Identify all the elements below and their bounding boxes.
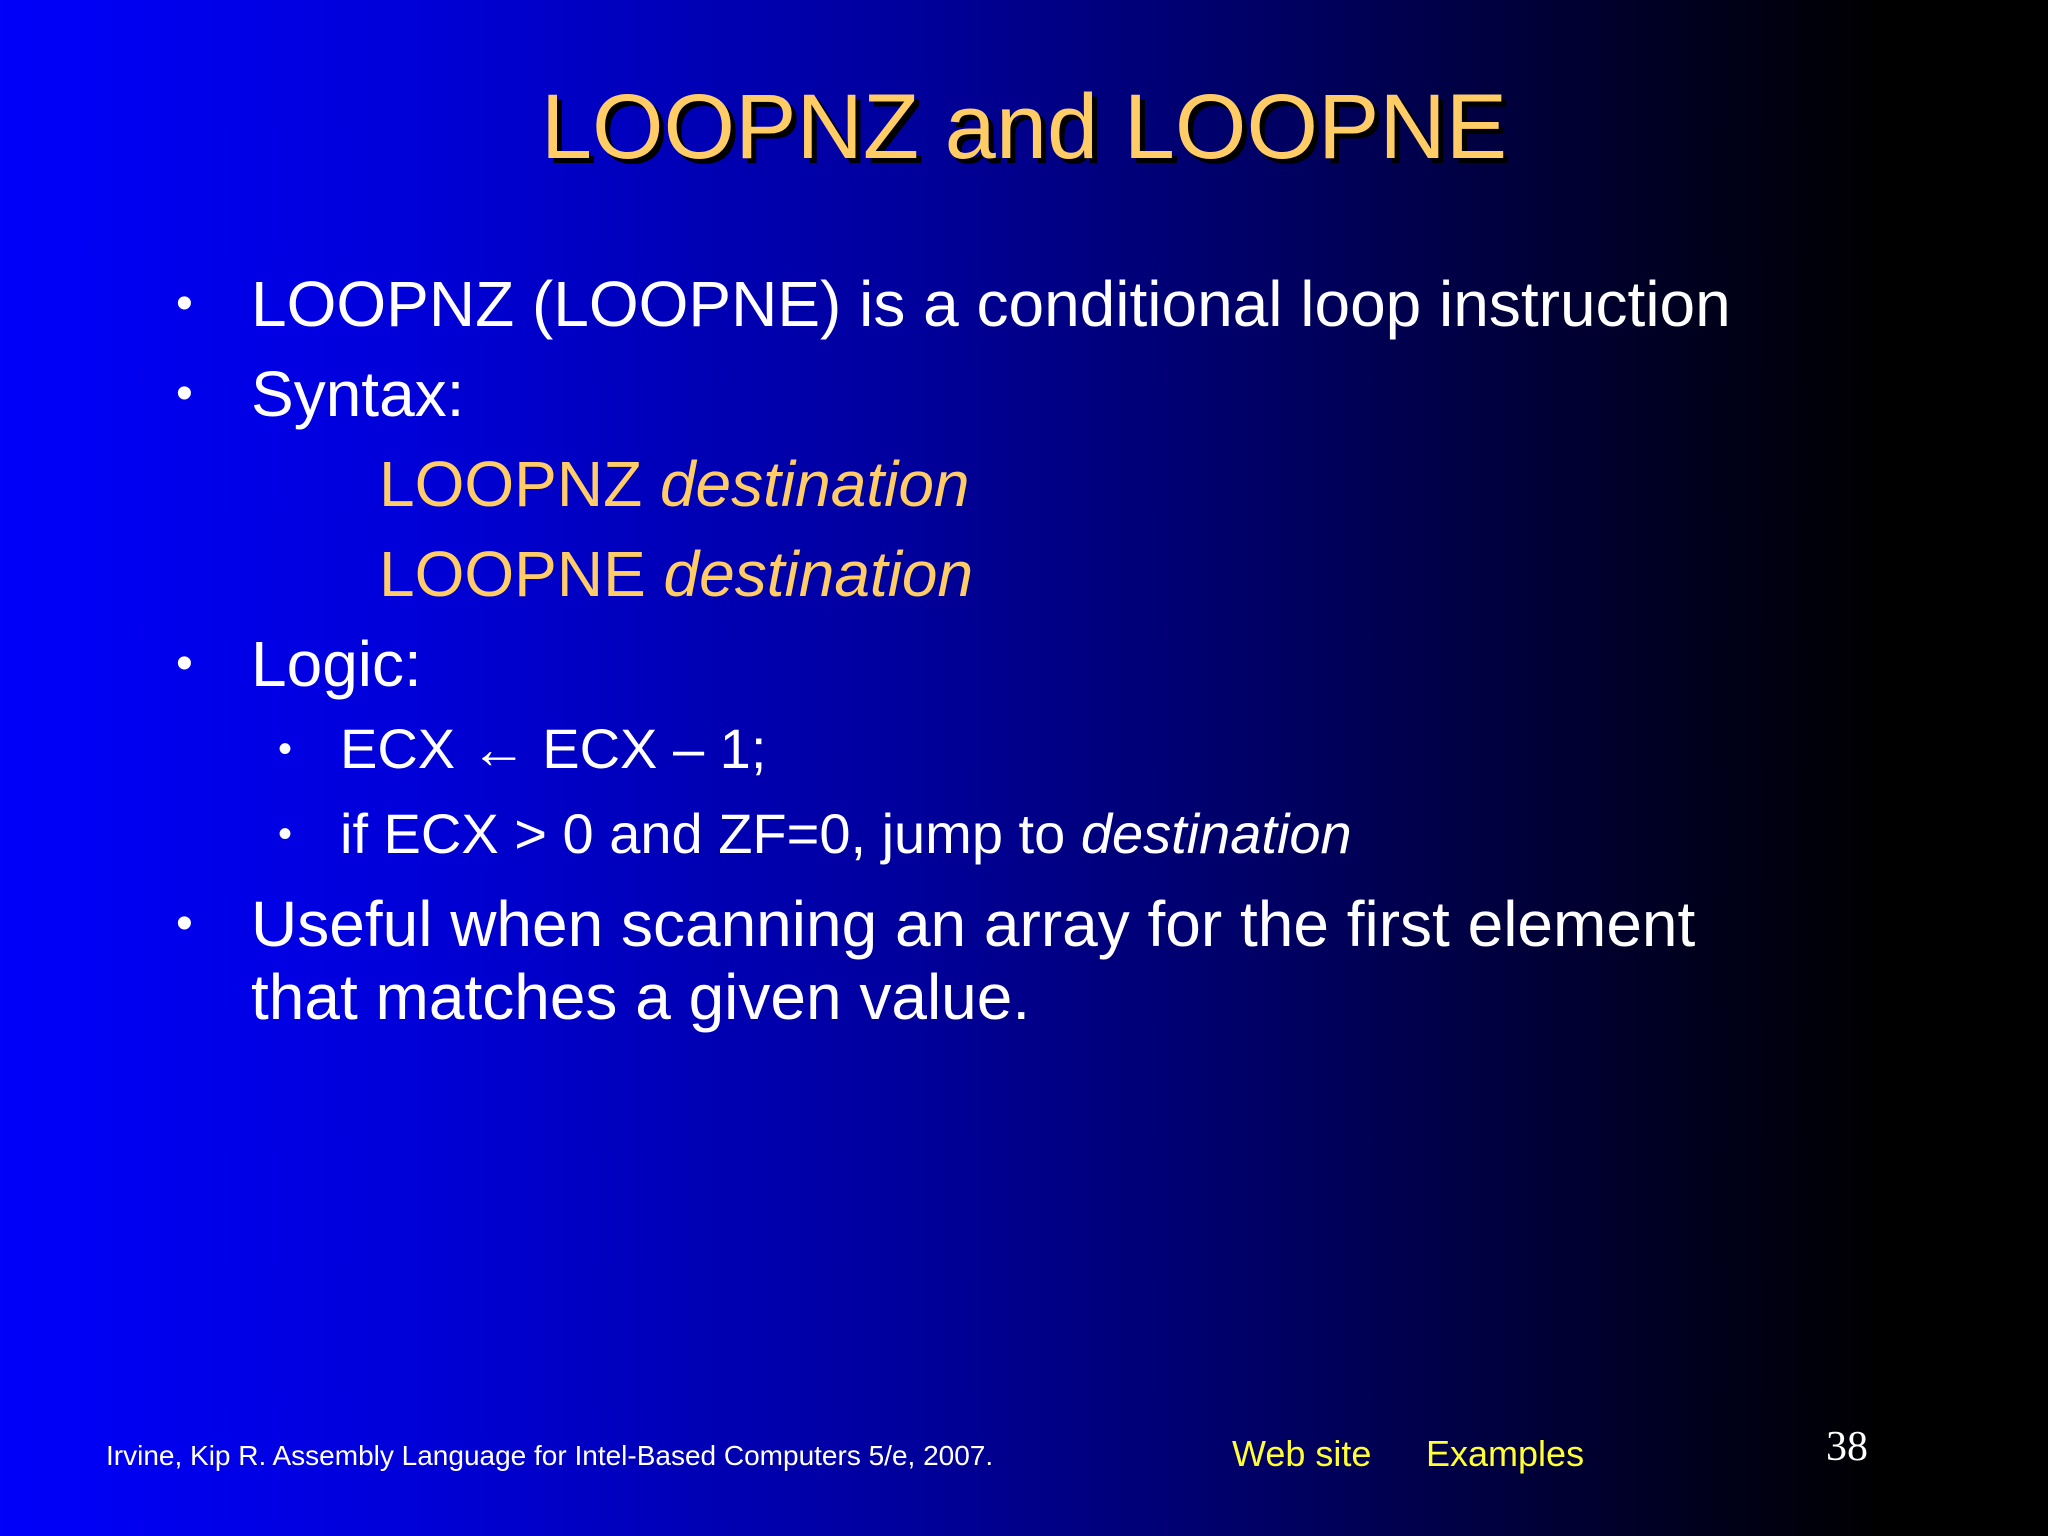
page-number: 38 bbox=[1826, 1424, 1868, 1470]
bullet-logic: Logic: bbox=[251, 628, 422, 700]
logic-jump-condition bbox=[340, 799, 1352, 869]
bullet-conditional-loop: LOOPNZ (LOOPNE) is a conditional loop instruction bbox=[251, 268, 1731, 340]
bullet-glyph: • bbox=[176, 897, 193, 950]
bullet-glyph: • bbox=[176, 277, 193, 330]
logic-decrement-ecx: ECX ← ECX – 1; bbox=[340, 717, 767, 780]
footer-citation: Irvine, Kip R. Assembly Language for Intel-Based Computers 5/e, 2007. bbox=[106, 1440, 994, 1471]
sub-bullet-glyph: • bbox=[278, 812, 293, 856]
syntax-loopnz bbox=[379, 444, 970, 524]
examples-link[interactable]: Examples bbox=[1426, 1433, 1585, 1474]
web-site-link[interactable]: Web site bbox=[1232, 1433, 1372, 1474]
syntax-loopne-arg: destination bbox=[663, 538, 974, 610]
slide-title: LOOPNZ and LOOPNE bbox=[540, 76, 1508, 178]
logic-jump-text: if ECX > 0 and ZF=0, jump to bbox=[340, 802, 1066, 865]
logic-jump-destination: destination bbox=[1080, 802, 1352, 865]
bullet-useful-line1: Useful when scanning an array for the first element bbox=[251, 888, 1696, 960]
bullet-syntax: Syntax: bbox=[251, 358, 465, 430]
bullet-glyph: • bbox=[176, 367, 193, 420]
bullet-useful-line2: that matches a given value. bbox=[251, 961, 1031, 1033]
sub-bullet-glyph: • bbox=[278, 727, 293, 771]
bullet-glyph: • bbox=[176, 637, 193, 690]
syntax-loopnz-op: LOOPNZ bbox=[379, 448, 643, 520]
syntax-loopne-op: LOOPNE bbox=[379, 538, 646, 610]
syntax-loopnz-arg: destination bbox=[659, 448, 970, 520]
syntax-loopne bbox=[379, 534, 973, 614]
